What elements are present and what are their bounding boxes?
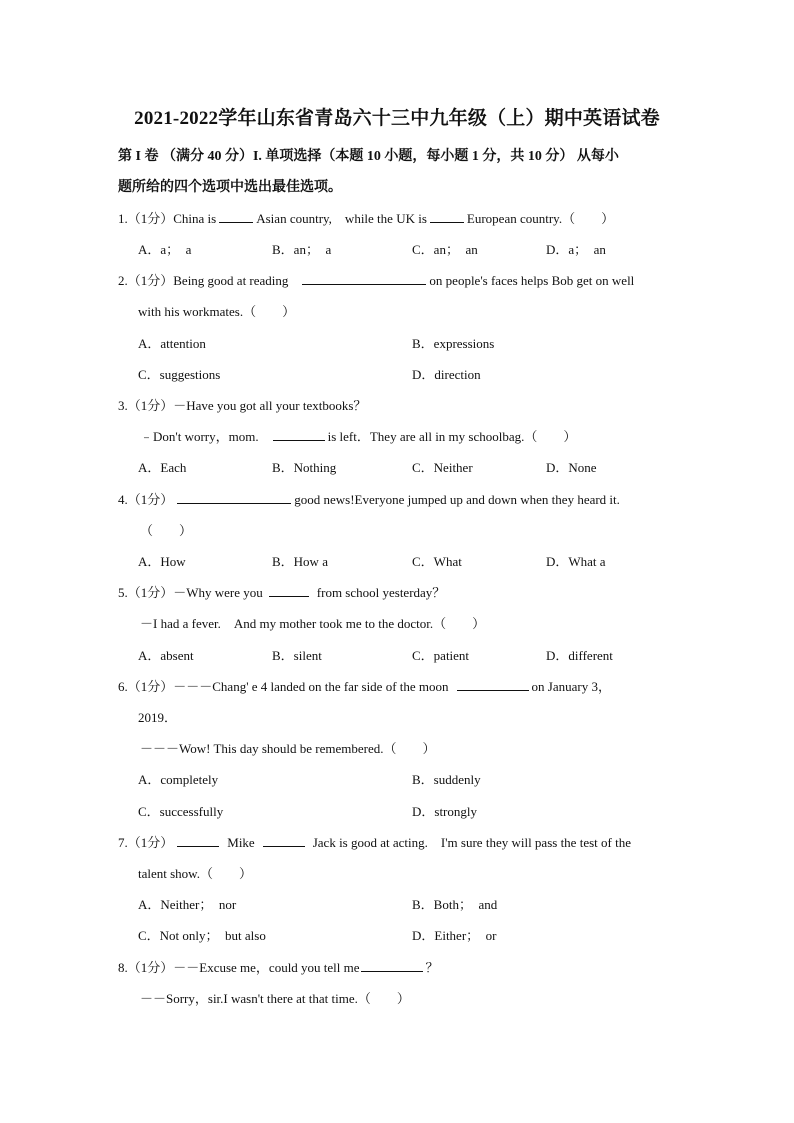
question-text: 5.（1分）－Why were you <box>118 585 263 600</box>
answer-blank <box>361 960 423 972</box>
answer-blank <box>269 585 309 597</box>
option-b: B．silent <box>272 648 322 663</box>
question-text: ﹣Don't worry，mom. <box>140 429 259 444</box>
question-4 <box>118 489 620 508</box>
option-d: D．Either； or <box>412 928 497 943</box>
answer-blank <box>177 835 219 847</box>
question-text: 8.（1分）－－Excuse me，could you tell me <box>118 960 360 975</box>
question-2-continued: with his workmates.（ ） <box>138 304 296 319</box>
question-text: is left．They are all in my schoolbag.（ ） <box>327 429 577 444</box>
option-a: A．a； a <box>138 242 192 257</box>
question-7-continued: talent show.（ ） <box>138 866 252 881</box>
answer-blank <box>219 211 253 223</box>
option-a: A．attention <box>138 336 206 351</box>
question-text: from school yesterday？ <box>316 585 446 600</box>
answer-blank <box>457 679 529 691</box>
option-c: C．successfully <box>138 804 224 819</box>
option-d: D．What a <box>546 554 606 569</box>
question-8 <box>118 957 439 976</box>
section-instructions-line1: 第 I 卷 （满分 40 分）I. 单项选择（本题 10 小题，每小题 1 分，共 10 分） 从每小 <box>118 149 619 164</box>
question-text: 7.（1分） <box>118 835 174 850</box>
option-d: D．strongly <box>412 804 478 819</box>
page-title: 2021-2022学年山东省青岛六十三中九年级（上）期中英语试卷 <box>134 108 660 129</box>
option-b: B．Nothing <box>272 460 337 475</box>
option-b: B．expressions <box>412 336 495 351</box>
question-6-continued: 2019． <box>138 710 178 725</box>
option-c: C．What <box>412 554 462 569</box>
question-text: 6.（1分）－－－Chang' e 4 landed on the far side of the moon <box>118 679 449 694</box>
answer-blank <box>273 429 325 441</box>
option-a: A．Each <box>138 460 187 475</box>
question-5 <box>118 582 445 601</box>
answer-blank <box>430 211 464 223</box>
answer-blank <box>302 273 426 285</box>
question-text: 1.（1分）China is <box>118 211 217 226</box>
question-8-dialogue: －－Sorry，sir.I wasn't there at that time.（ ） <box>140 991 410 1006</box>
option-d: D．different <box>546 648 613 663</box>
question-6 <box>118 676 611 695</box>
section-instructions-line2: 题所给的四个选项中选出最佳选项。 <box>118 180 342 195</box>
question-6-dialogue: －－－Wow! This day should be remembered.（ ） <box>140 741 436 756</box>
option-b: B．Both； and <box>412 897 498 912</box>
question-text: on January 3， <box>531 679 611 694</box>
question-3-dialogue <box>140 426 576 445</box>
option-d: D．None <box>546 460 597 475</box>
question-7 <box>118 832 631 851</box>
option-c: C．patient <box>412 648 470 663</box>
option-a: A．completely <box>138 772 219 787</box>
option-a: A．How <box>138 554 186 569</box>
question-2 <box>118 270 634 289</box>
question-text: Jack is good at acting. I'm sure they will pass the test of the <box>312 835 631 850</box>
question-3: 3.（1分）－Have you got all your textbooks？ <box>118 398 367 413</box>
question-text: European country.（ ） <box>466 211 615 226</box>
question-text: 2.（1分）Being good at reading <box>118 273 289 288</box>
option-d: D．a； an <box>546 242 606 257</box>
option-c: C．Neither <box>412 460 473 475</box>
question-5-dialogue: －I had a fever. And my mother took me to the doctor.（ ） <box>140 616 486 631</box>
question-1 <box>118 208 614 227</box>
question-text: Mike <box>227 835 255 850</box>
option-b: B．How a <box>272 554 328 569</box>
option-a: A．Neither； nor <box>138 897 237 912</box>
question-text: 4.（1分） <box>118 492 174 507</box>
question-4-continued: （ ） <box>140 523 193 538</box>
question-text: Asian country, while the UK is <box>256 211 427 226</box>
option-a: A．absent <box>138 648 194 663</box>
option-c: C．an； an <box>412 242 478 257</box>
option-c: C．Not only； but also <box>138 928 266 943</box>
option-b: B．suddenly <box>412 772 481 787</box>
question-text: ？ <box>425 960 439 975</box>
answer-blank <box>263 835 305 847</box>
option-c: C．suggestions <box>138 367 221 382</box>
option-d: D．direction <box>412 367 481 382</box>
question-text: on people's faces helps Bob get on well <box>429 273 635 288</box>
answer-blank <box>177 492 291 504</box>
question-text: good news!Everyone jumped up and down when they heard it. <box>294 492 620 507</box>
option-b: B．an； a <box>272 242 332 257</box>
